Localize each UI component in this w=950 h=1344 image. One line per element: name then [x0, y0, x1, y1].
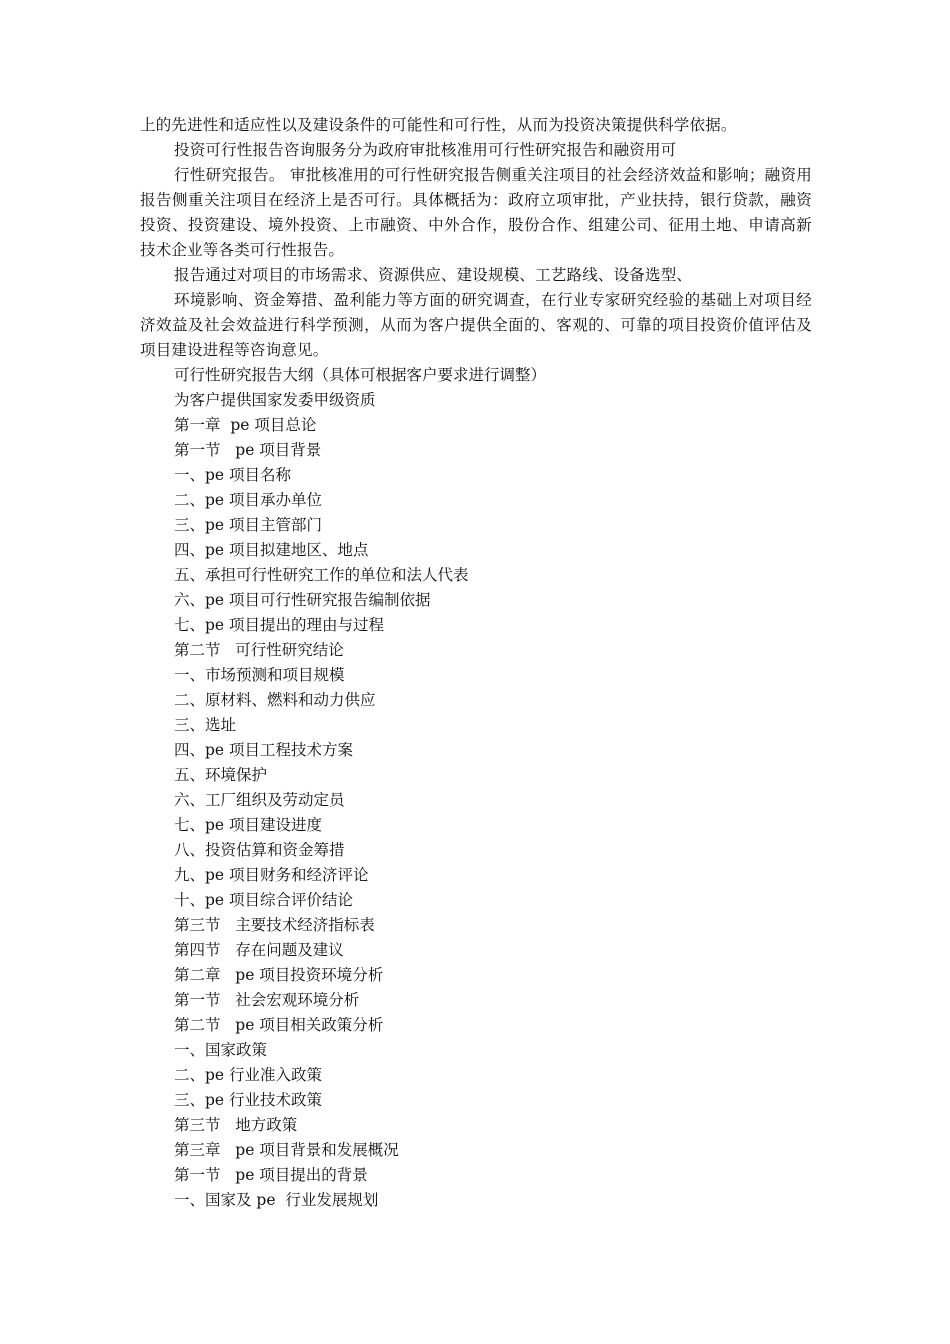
- outline-line: 一、市场预测和项目规模: [174, 666, 345, 684]
- outline-line: 六、pe 项目可行性研究报告编制依据: [174, 591, 431, 609]
- outline-line: 一、pe 项目名称: [174, 466, 292, 484]
- outline-line: 第一节 pe 项目提出的背景: [174, 1166, 368, 1184]
- outline-line: 第三章 pe 项目背景和发展概况: [174, 1141, 399, 1159]
- paragraph-3: 行性研究报告。 审批核准用的可行性研究报告侧重关注项目的社会经济效益和影响；融资用报告侧重关注项目在经济上是否可行。具体概括为：政府立项审批，产业扶持，银行贷款，融资投资、投资建设、境外投资、上市融资、中外合作，股份合作、组建公司、征用土地、申请高新技术企业等各类可行性报告。: [140, 166, 812, 259]
- outline-line: 三、pe 行业技术政策: [174, 1091, 323, 1109]
- outline-line: 九、pe 项目财务和经济评论: [174, 866, 369, 884]
- outline-line: 四、pe 项目工程技术方案: [174, 741, 354, 759]
- outline-line: 二、原材料、燃料和动力供应: [174, 691, 376, 709]
- document-body: [140, 113, 812, 1213]
- outline-line: 四、pe 项目拟建地区、地点: [174, 541, 369, 559]
- outline-line: 第三节 地方政策: [174, 1116, 298, 1134]
- outline-line: 三、选址: [174, 716, 237, 734]
- paragraph-1: 上的先进性和适应性以及建设条件的可能性和可行性，从而为投资决策提供科学依据。: [140, 116, 737, 134]
- outline-line: 七、pe 项目提出的理由与过程: [174, 616, 385, 634]
- outline-line: 第四节 存在问题及建议: [174, 941, 344, 959]
- outline-line: 第一节 社会宏观环境分析: [174, 991, 360, 1009]
- outline-line: 第二章 pe 项目投资环境分析: [174, 966, 384, 984]
- paragraph-5: 环境影响、资金筹措、盈利能力等方面的研究调查，在行业专家研究经验的基础上对项目经济效益及社会效益进行科学预测，从而为客户提供全面的、客观的、可靠的项目投资价值评估及项目建设进程等咨询意见。: [140, 291, 812, 359]
- outline-line: 二、pe 项目承办单位: [174, 491, 323, 509]
- outline-line: 第一节 pe 项目背景: [174, 441, 322, 459]
- outline-line: 六、工厂组织及劳动定员: [174, 791, 345, 809]
- outline-line: 第一章 pe 项目总论: [174, 416, 317, 434]
- outline-line: 第三节 主要技术经济指标表: [174, 916, 375, 934]
- outline-line: 七、pe 项目建设进度: [174, 816, 323, 834]
- outline-line: 一、国家及 pe 行业发展规划: [174, 1191, 379, 1209]
- outline-line: 第二节 可行性研究结论: [174, 641, 344, 659]
- outline-line: 二、pe 行业准入政策: [174, 1066, 323, 1084]
- outline-line: 十、pe 项目综合评价结论: [174, 891, 354, 909]
- report-outline: [140, 363, 812, 1213]
- outline-line: 为客户提供国家发委甲级资质: [174, 391, 376, 409]
- outline-line: 五、环境保护: [174, 766, 268, 784]
- outline-line: 三、pe 项目主管部门: [174, 516, 323, 534]
- outline-line: 可行性研究报告大纲（具体可根据客户要求进行调整）: [174, 366, 547, 384]
- outline-line: 五、承担可行性研究工作的单位和法人代表: [174, 566, 469, 584]
- outline-line: 第二节 pe 项目相关政策分析: [174, 1016, 384, 1034]
- outline-line: 一、国家政策: [174, 1041, 268, 1059]
- outline-line: 八、投资估算和资金筹措: [174, 841, 345, 859]
- paragraph-4: 报告通过对项目的市场需求、资源供应、建设规模、工艺路线、设备选型、: [174, 266, 693, 284]
- paragraph-2: 投资可行性报告咨询服务分为政府审批核准用可行性研究报告和融资用可: [174, 141, 677, 159]
